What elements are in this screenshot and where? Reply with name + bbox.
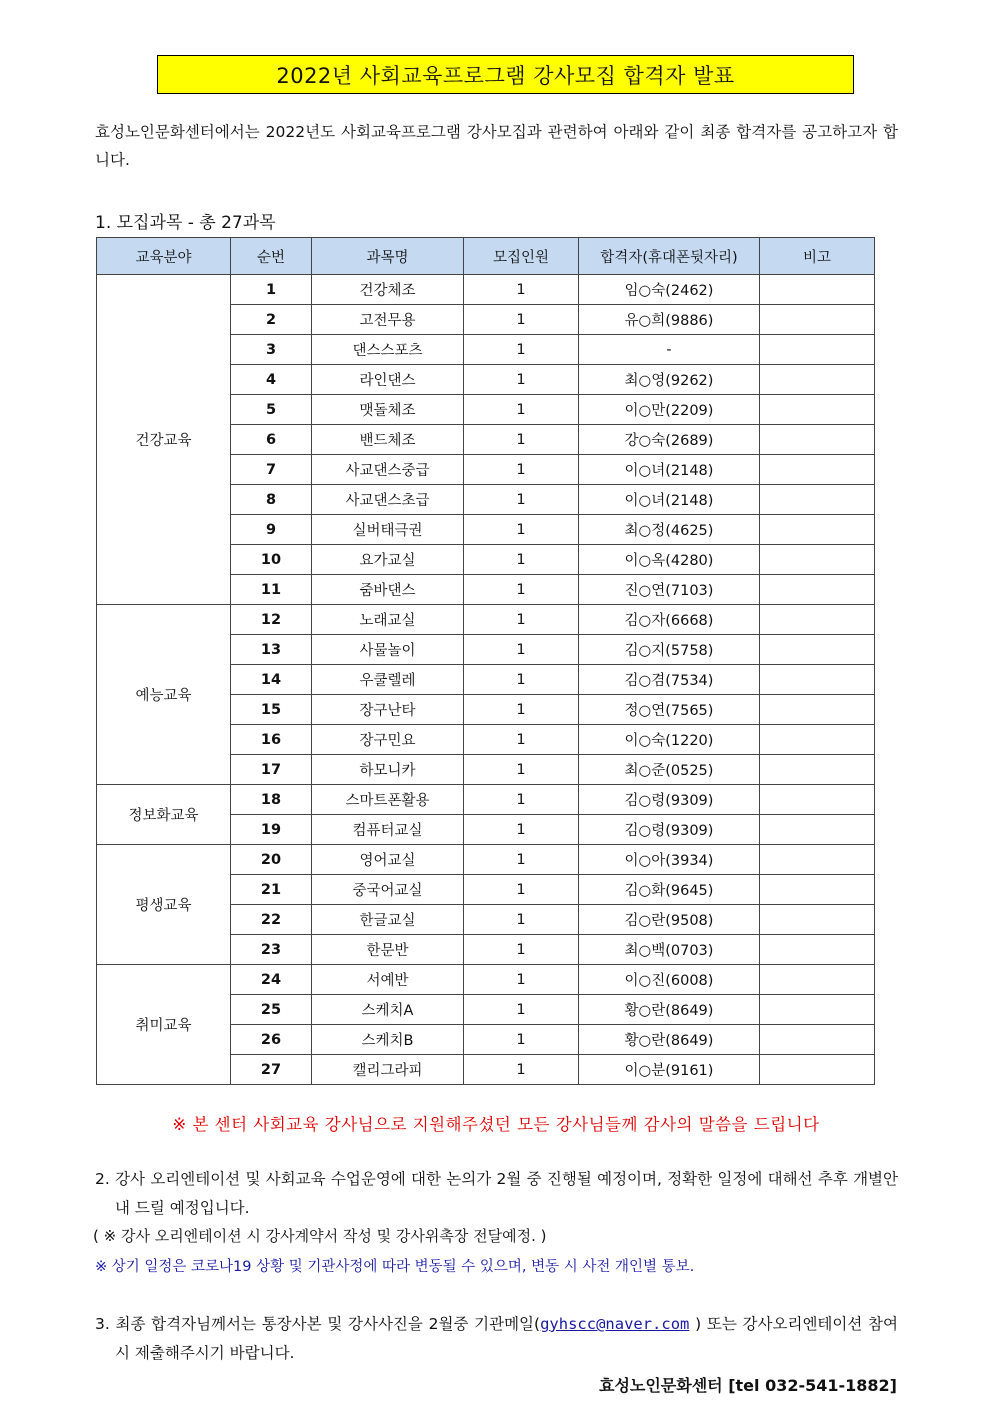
- subject-cell: 영어교실: [312, 845, 464, 875]
- name-cell: 이○숙(1220): [579, 725, 760, 755]
- note-cell: [760, 305, 875, 335]
- count-cell: 1: [464, 395, 579, 425]
- header-name: 합격자(휴대폰뒷자리): [579, 238, 760, 275]
- name-cell: 김○겸(7534): [579, 665, 760, 695]
- section3-before: 3. 최종 합격자님께서는 통장사본 및 강사사진을 2월중 기관메일(: [95, 1315, 541, 1333]
- number-cell: 17: [231, 755, 312, 785]
- number-cell: 13: [231, 635, 312, 665]
- note-cell: [760, 455, 875, 485]
- note-cell: [760, 695, 875, 725]
- section2: [95, 1165, 898, 1223]
- note-cell: [760, 935, 875, 965]
- table-row: [97, 845, 875, 875]
- count-cell: 1: [464, 515, 579, 545]
- orientation-note: ( ※ 강사 오리엔테이션 시 강사계약서 작성 및 강사위촉장 전달예정. ): [93, 1227, 547, 1245]
- category-cell: 건강교육: [97, 275, 231, 605]
- subject-cell: 장구민요: [312, 725, 464, 755]
- note-cell: [760, 965, 875, 995]
- count-cell: 1: [464, 335, 579, 365]
- note-cell: [760, 995, 875, 1025]
- intro-paragraph: 효성노인문화센터에서는 2022년도 사회교육프로그램 강사모집과 관련하여 아래와 같이 최종 합격자를 공고하고자 합니다.: [95, 123, 898, 169]
- number-cell: 27: [231, 1055, 312, 1085]
- name-cell: 이○만(2209): [579, 395, 760, 425]
- name-cell: 김○화(9645): [579, 875, 760, 905]
- subject-cell: 맷돌체조: [312, 395, 464, 425]
- thanks-notice: ※ 본 센터 사회교육 강사님으로 지원해주셨던 모든 강사님들께 감사의 말씀을 드립니다: [172, 1115, 820, 1134]
- name-cell: 최○준(0525): [579, 755, 760, 785]
- subject-cell: 서예반: [312, 965, 464, 995]
- note-cell: [760, 785, 875, 815]
- count-cell: 1: [464, 815, 579, 845]
- name-cell: 이○아(3934): [579, 845, 760, 875]
- name-cell: 이○분(9161): [579, 1055, 760, 1085]
- count-cell: 1: [464, 575, 579, 605]
- count-cell: 1: [464, 485, 579, 515]
- note-cell: [760, 605, 875, 635]
- name-cell: 정○연(7565): [579, 695, 760, 725]
- count-cell: 1: [464, 425, 579, 455]
- count-cell: 1: [464, 935, 579, 965]
- subject-cell: 캘리그라피: [312, 1055, 464, 1085]
- name-cell: 이○녀(2148): [579, 485, 760, 515]
- note-cell: [760, 545, 875, 575]
- table-row: [97, 605, 875, 635]
- number-cell: 11: [231, 575, 312, 605]
- number-cell: 14: [231, 665, 312, 695]
- number-cell: 21: [231, 875, 312, 905]
- subject-cell: 고전무용: [312, 305, 464, 335]
- count-cell: 1: [464, 605, 579, 635]
- number-cell: 3: [231, 335, 312, 365]
- note-cell: [760, 575, 875, 605]
- number-cell: 4: [231, 365, 312, 395]
- number-cell: 25: [231, 995, 312, 1025]
- number-cell: 19: [231, 815, 312, 845]
- name-cell: 최○백(0703): [579, 935, 760, 965]
- subject-cell: 댄스스포츠: [312, 335, 464, 365]
- count-cell: 1: [464, 635, 579, 665]
- count-cell: 1: [464, 275, 579, 305]
- subject-cell: 하모니카: [312, 755, 464, 785]
- header-number: 순번: [231, 238, 312, 275]
- note-cell: [760, 395, 875, 425]
- subject-cell: 노래교실: [312, 605, 464, 635]
- category-cell: 평생교육: [97, 845, 231, 965]
- number-cell: 1: [231, 275, 312, 305]
- number-cell: 6: [231, 425, 312, 455]
- note-cell: [760, 905, 875, 935]
- name-cell: 이○녀(2148): [579, 455, 760, 485]
- count-cell: 1: [464, 1055, 579, 1085]
- category-cell: 정보화교육: [97, 785, 231, 845]
- subject-cell: 컴퓨터교실: [312, 815, 464, 845]
- note-cell: [760, 275, 875, 305]
- section1-title: 1. 모집과목 - 총 27과목: [95, 213, 276, 233]
- note-cell: [760, 1025, 875, 1055]
- note-cell: [760, 425, 875, 455]
- name-cell: 김○란(9508): [579, 905, 760, 935]
- section3: [95, 1310, 898, 1368]
- note-cell: [760, 875, 875, 905]
- number-cell: 5: [231, 395, 312, 425]
- number-cell: 18: [231, 785, 312, 815]
- note-cell: [760, 1055, 875, 1085]
- subject-cell: 사물놀이: [312, 635, 464, 665]
- subject-cell: 줌바댄스: [312, 575, 464, 605]
- subject-cell: 스마트폰활용: [312, 785, 464, 815]
- name-cell: 임○숙(2462): [579, 275, 760, 305]
- number-cell: 10: [231, 545, 312, 575]
- name-cell: 강○숙(2689): [579, 425, 760, 455]
- subject-cell: 장구난타: [312, 695, 464, 725]
- number-cell: 16: [231, 725, 312, 755]
- header-category: 교육분야: [97, 238, 231, 275]
- note-cell: [760, 515, 875, 545]
- table-row: [97, 965, 875, 995]
- note-cell: [760, 755, 875, 785]
- count-cell: 1: [464, 725, 579, 755]
- name-cell: 김○지(5758): [579, 635, 760, 665]
- count-cell: 1: [464, 365, 579, 395]
- category-cell: 취미교육: [97, 965, 231, 1085]
- count-cell: 1: [464, 1025, 579, 1055]
- number-cell: 15: [231, 695, 312, 725]
- name-cell: 김○자(6668): [579, 605, 760, 635]
- count-cell: 1: [464, 695, 579, 725]
- note-cell: [760, 665, 875, 695]
- count-cell: 1: [464, 905, 579, 935]
- number-cell: 23: [231, 935, 312, 965]
- number-cell: 26: [231, 1025, 312, 1055]
- note-cell: [760, 365, 875, 395]
- subject-cell: 라인댄스: [312, 365, 464, 395]
- subject-cell: 한문반: [312, 935, 464, 965]
- note-cell: [760, 845, 875, 875]
- subject-cell: 실버태극권: [312, 515, 464, 545]
- header-count: 모집인원: [464, 238, 579, 275]
- section2-text: 2. 강사 오리엔테이션 및 사회교육 수업운영에 대한 논의가 2월 중 진행될 예정이며, 정확한 일정에 대해선 추후 개별안내 드릴 예정입니다.: [95, 1170, 898, 1217]
- number-cell: 7: [231, 455, 312, 485]
- count-cell: 1: [464, 845, 579, 875]
- name-cell: 진○연(7103): [579, 575, 760, 605]
- table-header: [97, 238, 875, 275]
- name-cell: -: [579, 335, 760, 365]
- name-cell: 이○옥(4280): [579, 545, 760, 575]
- instructor-table: [96, 237, 875, 1085]
- number-cell: 2: [231, 305, 312, 335]
- name-cell: 유○희(9886): [579, 305, 760, 335]
- note-cell: [760, 485, 875, 515]
- count-cell: 1: [464, 545, 579, 575]
- subject-cell: 밴드체조: [312, 425, 464, 455]
- count-cell: 1: [464, 665, 579, 695]
- subject-cell: 중국어교실: [312, 875, 464, 905]
- subject-cell: 건강체조: [312, 275, 464, 305]
- subject-cell: 우쿨렐레: [312, 665, 464, 695]
- email-link[interactable]: gyhscc@naver.com: [540, 1315, 690, 1333]
- subject-cell: 사교댄스중급: [312, 455, 464, 485]
- number-cell: 20: [231, 845, 312, 875]
- name-cell: 최○영(9262): [579, 365, 760, 395]
- page-title: 2022년 사회교육프로그램 강사모집 합격자 발표: [157, 55, 854, 94]
- count-cell: 1: [464, 455, 579, 485]
- header-note: 비고: [760, 238, 875, 275]
- category-cell: 예능교육: [97, 605, 231, 785]
- table-body: [97, 275, 875, 1085]
- number-cell: 22: [231, 905, 312, 935]
- count-cell: 1: [464, 875, 579, 905]
- note-cell: [760, 335, 875, 365]
- name-cell: 최○정(4625): [579, 515, 760, 545]
- note-cell: [760, 725, 875, 755]
- subject-cell: 사교댄스초급: [312, 485, 464, 515]
- subject-cell: 스케치A: [312, 995, 464, 1025]
- table-row: [97, 785, 875, 815]
- subject-cell: 스케치B: [312, 1025, 464, 1055]
- number-cell: 12: [231, 605, 312, 635]
- count-cell: 1: [464, 785, 579, 815]
- count-cell: 1: [464, 305, 579, 335]
- subject-cell: 한글교실: [312, 905, 464, 935]
- name-cell: 김○령(9309): [579, 815, 760, 845]
- name-cell: 황○란(8649): [579, 995, 760, 1025]
- number-cell: 8: [231, 485, 312, 515]
- table-row: [97, 275, 875, 305]
- note-cell: [760, 815, 875, 845]
- schedule-note: ※ 상기 일정은 코로나19 상황 및 기관사정에 따라 변동될 수 있으며, 변동 시 사전 개인별 통보.: [95, 1259, 695, 1275]
- number-cell: 24: [231, 965, 312, 995]
- section3-after: ) 또는 강사오리엔테이션 참여시 제출해주시기 바랍니다.: [115, 1315, 898, 1362]
- count-cell: 1: [464, 755, 579, 785]
- subject-cell: 요가교실: [312, 545, 464, 575]
- footer-contact: 효성노인문화센터 [tel 032-541-1882]: [598, 1376, 897, 1395]
- count-cell: 1: [464, 965, 579, 995]
- name-cell: 김○령(9309): [579, 785, 760, 815]
- name-cell: 황○란(8649): [579, 1025, 760, 1055]
- number-cell: 9: [231, 515, 312, 545]
- header-subject: 과목명: [312, 238, 464, 275]
- note-cell: [760, 635, 875, 665]
- name-cell: 이○진(6008): [579, 965, 760, 995]
- count-cell: 1: [464, 995, 579, 1025]
